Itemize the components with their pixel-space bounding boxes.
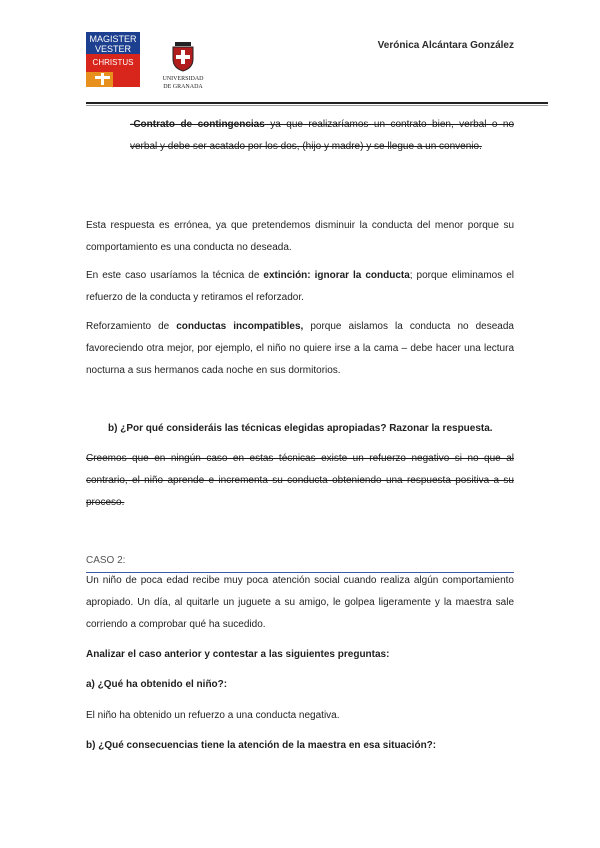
struck-answer-b: Creemos que en ningún caso en estas técnicas existe un refuerzo negativo si no que al contrario, el niño aprende e incrementa su conducta obteniendo una respuesta positiva a su proceso. xyxy=(86,453,514,508)
struck-rest: ya que realizaríamos un contrato bien, verbal o no verbal y debe ser acatado por los dos, (hijo y madre) y se llegue a un convenio. xyxy=(130,119,515,152)
caso2-question-b: b) ¿Qué consecuencias tiene la atención de la maestra en esa situación?: xyxy=(86,740,437,751)
para3-bold: conductas incompatibles, xyxy=(176,321,304,332)
caso2-intro: Un niño de poca edad recibe muy poca atención social cuando realiza algún comportamiento apropiado. Un día, al quitarle un juguete a su amigo, le golpea ligeramente y la maestra sale corriendo a comprobar qué ha sucedido. xyxy=(86,575,514,630)
author-name: Verónica Alcántara González xyxy=(377,40,514,51)
caso2-heading: CASO 2: xyxy=(86,555,126,566)
ugr-text-2: DE GRANADA xyxy=(163,84,203,90)
magister-logo xyxy=(86,32,140,87)
para2-pre: En este caso usaríamos la técnica de xyxy=(86,270,264,281)
question-b-caso1: b) ¿Por qué consideráis las técnicas elegidas apropiadas? Razonar la respuesta. xyxy=(108,423,493,434)
logo-text-3: CHRISTUS xyxy=(92,58,134,67)
caso2-answer-a: El niño ha obtenido un refuerzo a una conducta negativa. xyxy=(86,710,340,721)
struck-answer-contingencias xyxy=(130,114,514,158)
paragraph-extincion xyxy=(86,265,514,309)
caso2-instruction: Analizar el caso anterior y contestar a las siguientes preguntas: xyxy=(86,649,390,660)
para3-post: porque aislamos la conducta no deseada favoreciendo otra mejor, por ejemplo, el niño no quiere irse a la cama – debe hacer una lectura nocturna a sus hermanos cada noche en sus dormitorios. xyxy=(86,321,514,376)
paragraph-erronea: Esta respuesta es errónea, ya que pretendemos disminuir la conducta del menor porque su comportamiento es una conducta no deseada. xyxy=(86,220,514,253)
paragraph-incompatibles xyxy=(86,316,514,382)
ugr-logo xyxy=(155,40,211,92)
header-rule xyxy=(86,102,548,104)
para2-bold: extinción: ignorar la conducta xyxy=(263,270,410,281)
logo-text-1: MAGISTER xyxy=(89,34,137,44)
logo-text-2: VESTER xyxy=(94,44,132,54)
struck-bold: -Contrato de contingencias xyxy=(130,119,265,130)
header-rule-thin xyxy=(86,105,548,106)
ugr-text-1: UNIVERSIDAD xyxy=(162,76,204,82)
caso2-question-a: a) ¿Qué ha obtenido el niño?: xyxy=(86,679,228,690)
para2-post: ; porque eliminamos el refuerzo de la conducta y retiramos el reforzador. xyxy=(86,270,515,303)
para3-pre: Reforzamiento de xyxy=(86,321,177,332)
